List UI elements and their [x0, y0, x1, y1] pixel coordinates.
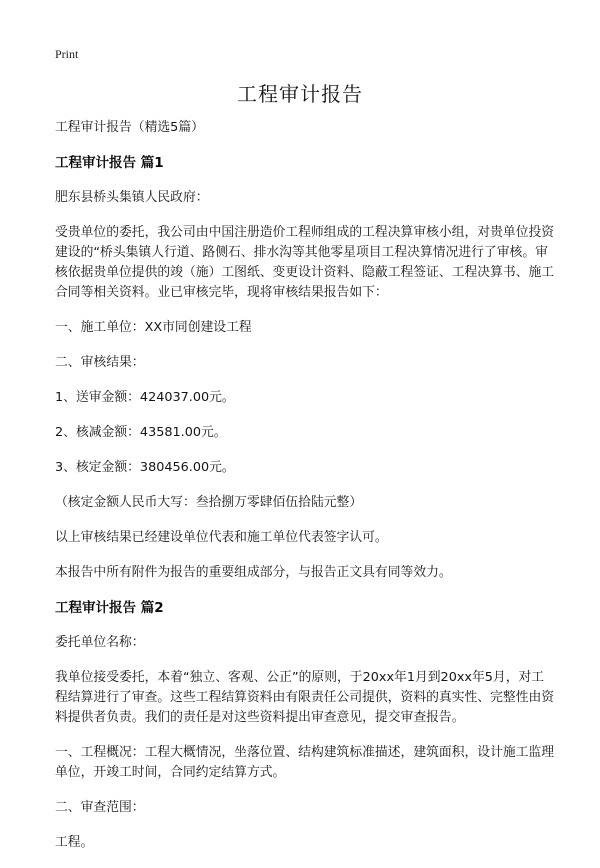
paragraph: 二、审查范围：	[55, 800, 145, 815]
subtitle: 工程审计报告（精选5篇）	[55, 120, 204, 135]
document-body	[55, 118, 555, 868]
paragraph: 一、施工单位：XX市同创建设工程	[55, 320, 252, 335]
paragraph: 工程。	[55, 835, 94, 850]
addressee: 肥东县桥头集镇人民政府：	[55, 190, 209, 205]
document-title: 工程审计报告	[237, 82, 363, 106]
paragraph: 一、工程概况：工程大概情况，坐落位置、结构建筑标准描述，建筑面积，设计施工监理单位，开竣工时间，合同约定结算方式。	[55, 745, 555, 780]
paragraph: 二、审核结果：	[55, 355, 145, 370]
list-item: 1、送审金额：424037.00元。	[55, 390, 235, 405]
list-item: 3、核定金额：380456.00元。	[55, 460, 235, 475]
paragraph: 以上审核结果已经建设单位代表和施工单位代表签字认可。	[55, 530, 388, 545]
paragraph: 我单位接受委托，本着“独立、客观、公正”的原则，于20xx年1月到20xx年5月，对工程结算进行了审查。这些工程结算资料由有限责任公司提供，资料的真实性、完整性由资料提供者负责。我们的责任是对这些资料提出审查意见，提交审查报告。	[55, 670, 555, 725]
paragraph: 委托单位名称：	[55, 635, 145, 650]
section-heading-1: 工程审计报告 篇1	[55, 155, 164, 171]
section-heading-2: 工程审计报告 篇2	[55, 600, 164, 616]
paragraph: 本报告中所有附件为报告的重要组成部分，与报告正文具有同等效力。	[55, 565, 452, 580]
print-link[interactable]: Print	[55, 47, 79, 61]
paragraph: （核定金额人民币大写：叁拾捌万零肆佰伍拾陆元整）	[55, 495, 363, 510]
paragraph: 受贵单位的委托，我公司由中国注册造价工程师组成的工程决算审核小组，对贵单位投资建设的“桥头集镇人行道、路侧石、排水沟等其他零星项目工程决算情况进行了审核。审核依据贵单位提供的竣（施）工图纸、变更设计资料、隐蔽工程签证、工程决算书、施工合同等相关资料。业已审核完毕，现将审核结果报告如下：	[55, 225, 555, 300]
list-item: 2、核减金额：43581.00元。	[55, 425, 227, 440]
